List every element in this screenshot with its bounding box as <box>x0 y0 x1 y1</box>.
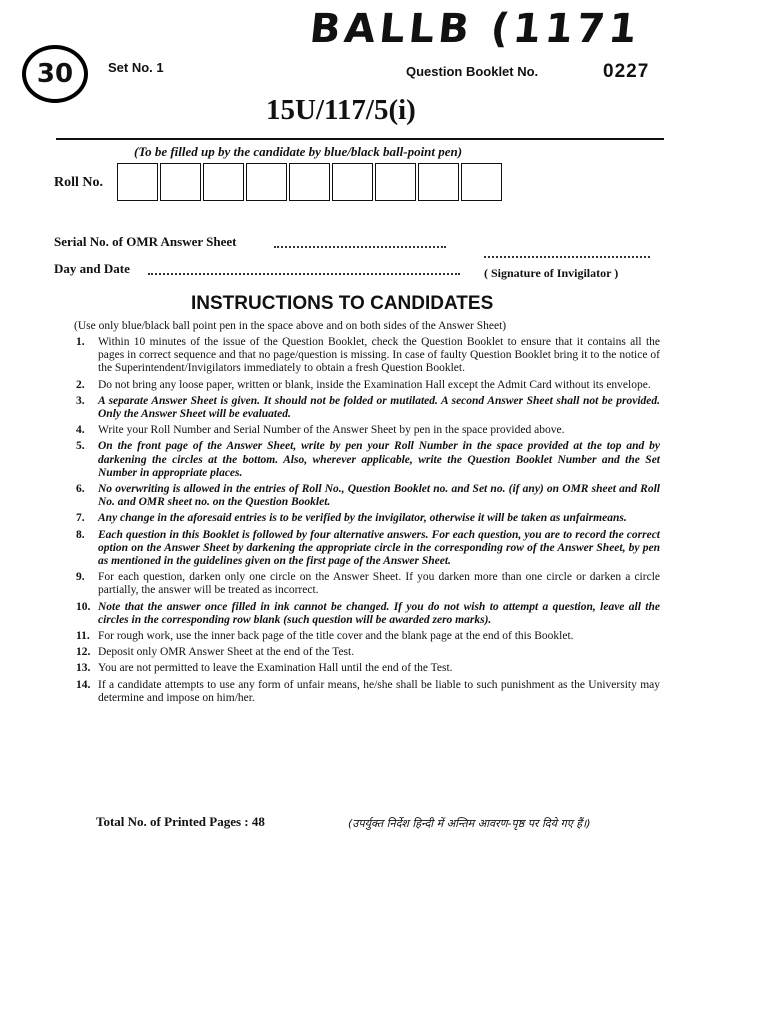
instruction-text: Deposit only OMR Answer Sheet at the end of the Test. <box>98 646 355 659</box>
roll-number-box[interactable] <box>375 163 416 201</box>
roll-number-box[interactable] <box>246 163 287 201</box>
paper-code: 15U/117/5(i) <box>266 94 416 126</box>
instruction-number: 11. <box>76 630 90 643</box>
instruction-text: Within 10 minutes of the issue of the Question Booklet, check the Question Booklet to ensure that it contains all the pages in correct sequence and that no page/question is missing. In case of faulty Question Booklet bring it to the notice of the Superintendent/Invigilators immediately to obtain a fresh Question Booklet. <box>98 336 660 375</box>
signature-line[interactable] <box>484 256 650 258</box>
instruction-item <box>76 483 660 509</box>
instruction-number: 9. <box>76 571 85 584</box>
instruction-item <box>76 662 660 675</box>
instruction-number: 4. <box>76 424 85 437</box>
instruction-text: Do not bring any loose paper, written or blank, inside the Examination Hall except the Admit Card without its envelope. <box>98 378 651 391</box>
roll-number-box[interactable] <box>203 163 244 201</box>
roll-number-boxes <box>117 163 504 201</box>
instruction-item <box>76 379 660 392</box>
roll-number-box[interactable] <box>461 163 502 201</box>
serial-number-label: Serial No. of OMR Answer Sheet <box>54 234 237 249</box>
instruction-number: 1. <box>76 336 85 348</box>
instruction-number: 5. <box>76 440 85 453</box>
instruction-number: 2. <box>76 378 85 391</box>
instruction-text: No overwriting is allowed in the entries of Roll No., Question Booklet no. and Set no. (if any) on OMR sheet and Roll No. and OMR sheet no. on the Question Booklet. <box>98 483 660 509</box>
instruction-text: Each question in this Booklet is followed by four alternative answers. For each question, you are to record the correct option on the Answer Sheet by darkening the appropriate circle in the corresponding row of the Answer Sheet, by pen as mentioned in the guidelines given on the first page of the Answer Sheet. <box>98 528 660 568</box>
instruction-number: 8. <box>76 528 85 541</box>
roll-number-box[interactable] <box>160 163 201 201</box>
instruction-item <box>76 646 660 659</box>
serial-number-field[interactable] <box>274 246 446 248</box>
instruction-text: Write your Roll Number and Serial Number of the Answer Sheet by pen in the space provided above. <box>98 424 565 437</box>
instruction-text: You are not permitted to leave the Examination Hall until the end of the Test. <box>98 662 453 675</box>
question-booklet-number: 0227 <box>603 61 650 82</box>
instruction-item <box>76 601 660 627</box>
instructions-list <box>76 336 660 708</box>
instruction-item <box>76 630 660 643</box>
instruction-text: Note that the answer once filled in ink cannot be changed. If you do not wish to attempt a question, leave all the circles in the corresponding row blank (such question will be awarded zero marks). <box>98 600 660 626</box>
instructions-heading: INSTRUCTIONS TO CANDIDATES <box>191 293 494 314</box>
instruction-item <box>76 571 660 597</box>
header-divider <box>56 138 664 140</box>
instruction-text: For rough work, use the inner back page of the title cover and the blank page at the end of this Booklet. <box>98 630 574 643</box>
instruction-item <box>76 424 660 437</box>
fill-instruction-note: (To be filled up by the candidate by blue/black ball-point pen) <box>134 144 463 159</box>
signature-label: ( Signature of Invigilator ) <box>484 266 619 280</box>
set-number: Set No. 1 <box>108 60 164 75</box>
instruction-number: 7. <box>76 512 85 525</box>
pen-usage-note: (Use only blue/black ball point pen in the space above and on both sides of the Answer Sheet) <box>74 320 507 332</box>
roll-number-box[interactable] <box>289 163 330 201</box>
instruction-number: 14. <box>76 678 91 691</box>
instruction-text: On the front page of the Answer Sheet, write by pen your Roll Number in the space provided at the top and by darkening the circles at the bottom. Also, wherever applicable, write the Question Booklet Number and the Set Number in appropriate places. <box>98 440 660 479</box>
instruction-item <box>76 395 660 421</box>
instruction-item <box>76 529 660 569</box>
roll-number-box[interactable] <box>418 163 459 201</box>
circled-number-mark: 30 <box>22 45 88 103</box>
instruction-number: 3. <box>76 394 85 407</box>
day-date-field[interactable] <box>148 273 460 275</box>
instruction-number: 10. <box>76 600 91 613</box>
day-date-label: Day and Date <box>54 261 130 276</box>
instruction-number: 13. <box>76 662 91 675</box>
roll-number-box[interactable] <box>332 163 373 201</box>
instruction-number: 12. <box>76 646 91 659</box>
instruction-text: If a candidate attempts to use any form of unfair means, he/she shall be liable to such punishment as the University may determine and impose on him/her. <box>98 678 660 704</box>
total-printed-pages: Total No. of Printed Pages : 48 <box>96 814 265 829</box>
roll-number-label: Roll No. <box>54 175 103 190</box>
question-booklet-label: Question Booklet No. <box>406 64 539 79</box>
hindi-note: (उपर्युक्त निर्देश हिन्दी में अन्तिम आवरण-पृष्ठ पर दिये गए हैं।) <box>348 817 591 830</box>
roll-number-box[interactable] <box>117 163 158 201</box>
instruction-item <box>76 679 660 705</box>
instruction-text: Any change in the aforesaid entries is to be verified by the invigilator, otherwise it will be taken as unfairmeans. <box>98 512 627 525</box>
instruction-number: 6. <box>76 483 85 496</box>
handwritten-course-code: BALLB (1171 <box>307 6 643 52</box>
instruction-item <box>76 336 660 376</box>
instruction-text: A separate Answer Sheet is given. It should not be folded or mutilated. A second Answer Sheet shall not be provided. Only the Answer Sheet will be evaluated. <box>98 394 660 421</box>
instruction-item <box>76 440 660 480</box>
instruction-item <box>76 512 660 525</box>
instruction-text: For each question, darken only one circle on the Answer Sheet. If you darken more than one circle or darken a circle partially, the answer will be treated as incorrect. <box>98 571 660 597</box>
